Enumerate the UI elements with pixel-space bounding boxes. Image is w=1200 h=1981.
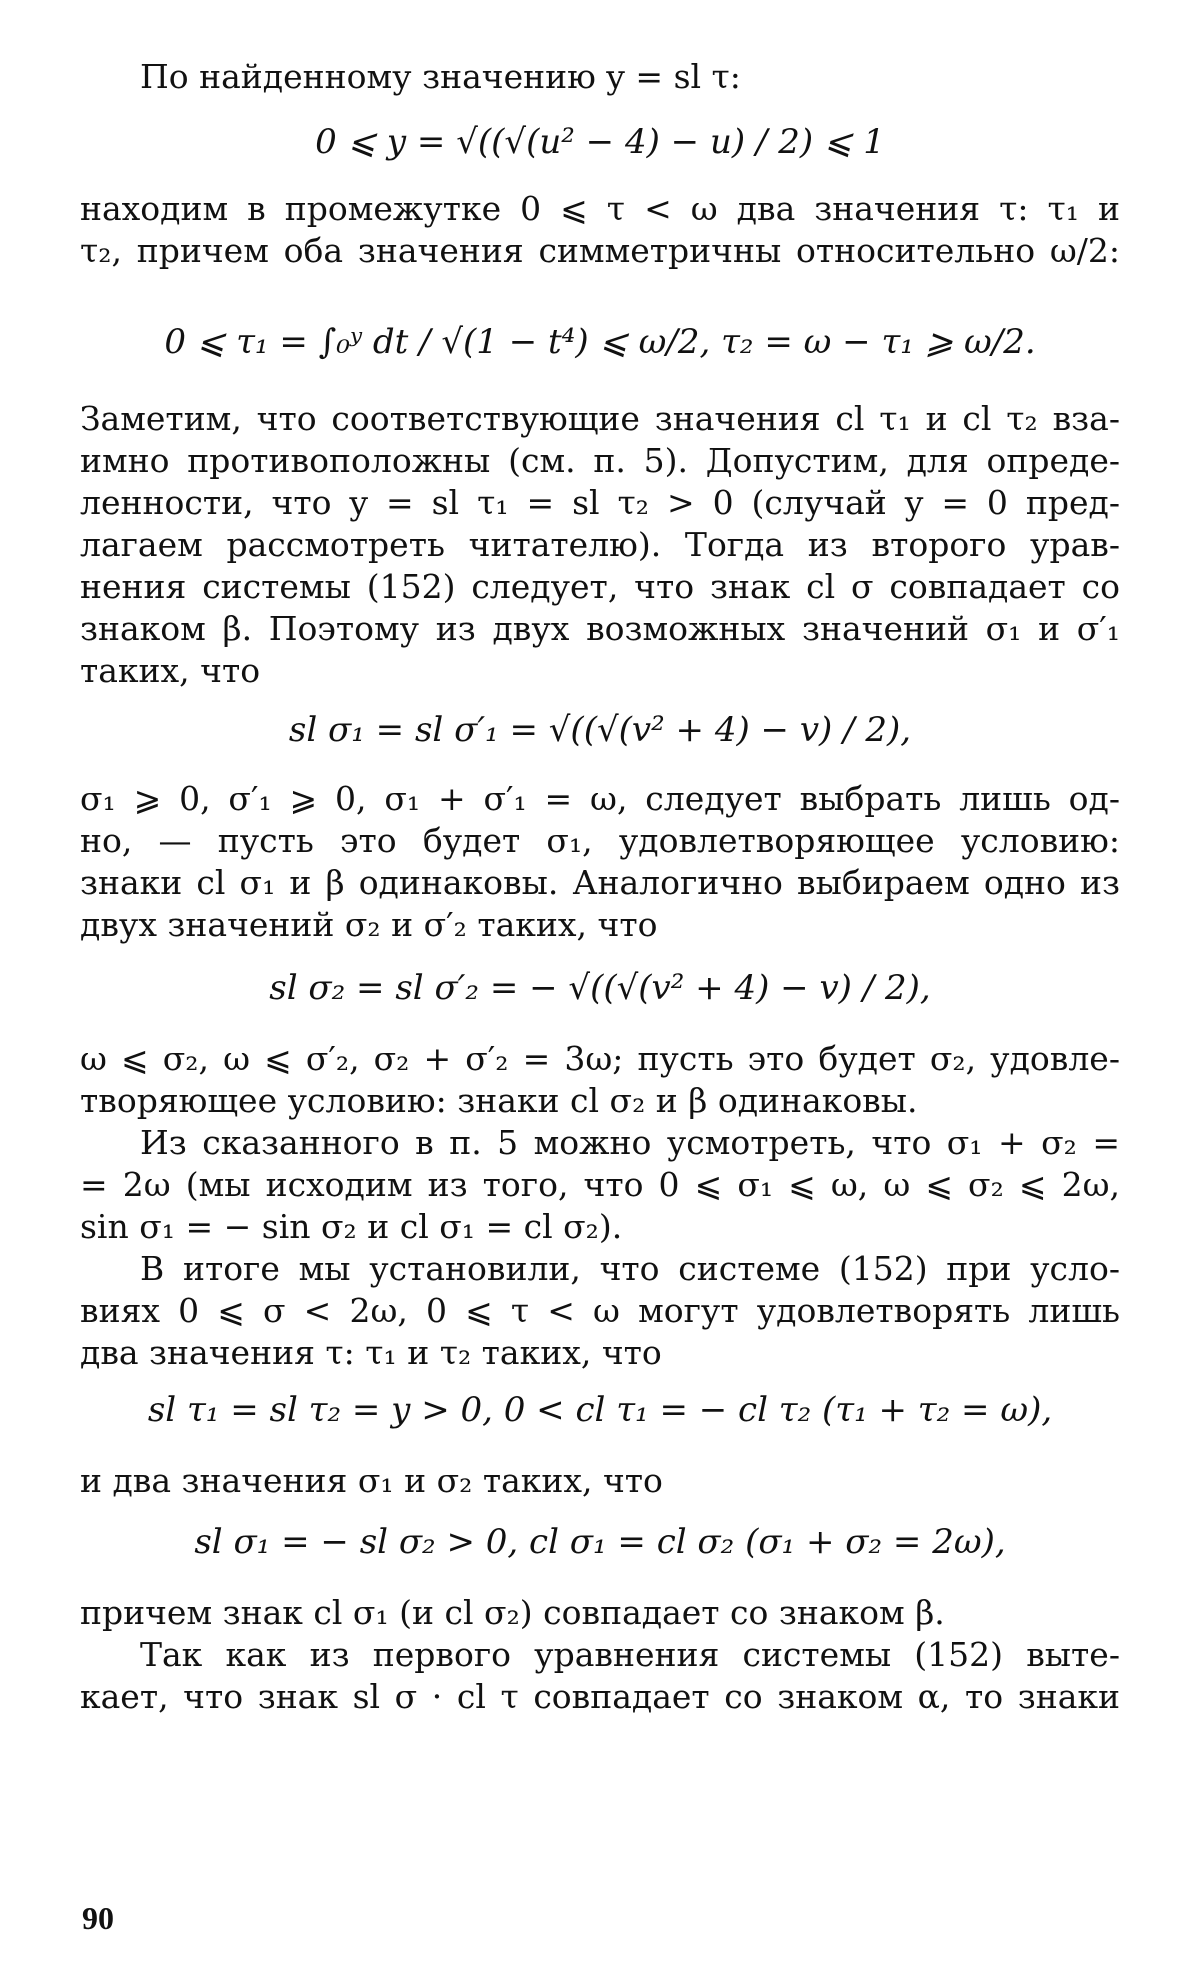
text-line: sin σ₁ = − sin σ₂ и cl σ₁ = cl σ₂).	[80, 1208, 623, 1246]
text-line: Из сказанного в п. 5 можно усмотреть, что σ₁ + σ₂ =	[140, 1124, 1120, 1162]
text-line: нения системы (152) следует, что знак cl σ совпадает со	[80, 568, 1120, 606]
page-number: 90	[82, 1900, 114, 1936]
text-line: В итоге мы установили, что системе (152) при усло-	[140, 1250, 1120, 1288]
text-line: но, — пусть это будет σ₁, удовлетворяющее условию:	[80, 822, 1120, 860]
text-line: виях 0 ⩽ σ < 2ω, 0 ⩽ τ < ω могут удовлетворять лишь	[80, 1292, 1120, 1330]
formula: sl σ₁ = − sl σ₂ > 0, cl σ₁ = cl σ₂ (σ₁ + σ₂ = 2ω),	[194, 1522, 1006, 1562]
text-line: причем знак cl σ₁ (и cl σ₂) совпадает со знаком β.	[80, 1594, 945, 1632]
formula: 0 ⩽ τ₁ = ∫₀ʸ dt / √(1 − t⁴) ⩽ ω/2, τ₂ = ω − τ₁ ⩾ ω/2.	[164, 322, 1036, 362]
formula: sl σ₁ = sl σ′₁ = √((√(v² + 4) − v) / 2),	[288, 710, 912, 750]
formula: sl σ₂ = sl σ′₂ = − √((√(v² + 4) − v) / 2),	[269, 968, 931, 1008]
text-line: τ₂, причем оба значения симметричны относительно ω/2:	[80, 232, 1120, 270]
text-line: творяющее условию: знаки cl σ₂ и β одинаковы.	[80, 1082, 918, 1120]
text-line: находим в промежутке 0 ⩽ τ < ω два значения τ: τ₁ и	[80, 190, 1120, 228]
text-line: таких, что	[80, 652, 261, 690]
text-line: знаком β. Поэтому из двух возможных значений σ₁ и σ′₁	[80, 610, 1120, 648]
formula: sl τ₁ = sl τ₂ = y > 0, 0 < cl τ₁ = − cl τ₂ (τ₁ + τ₂ = ω),	[147, 1390, 1053, 1430]
text-line: Заметим, что соответствующие значения cl τ₁ и cl τ₂ вза-	[80, 400, 1120, 438]
text-line: и два значения σ₁ и σ₂ таких, что	[80, 1462, 663, 1500]
text-line: Так как из первого уравнения системы (152) выте-	[140, 1636, 1120, 1674]
text-line: По найденному значению y = sl τ:	[140, 58, 741, 96]
text-line: ω ⩽ σ₂, ω ⩽ σ′₂, σ₂ + σ′₂ = 3ω; пусть это будет σ₂, удовле-	[80, 1040, 1120, 1078]
text-line: лагаем рассмотреть читателю). Тогда из второго урав-	[80, 526, 1120, 564]
text-line: ленности, что y = sl τ₁ = sl τ₂ > 0 (случай y = 0 пред-	[80, 484, 1120, 522]
text-line: знаки cl σ₁ и β одинаковы. Аналогично выбираем одно из	[80, 864, 1120, 902]
formula: 0 ⩽ y = √((√(u² − 4) − u) / 2) ⩽ 1	[315, 122, 885, 162]
text-line: двух значений σ₂ и σ′₂ таких, что	[80, 906, 658, 944]
text-line: σ₁ ⩾ 0, σ′₁ ⩾ 0, σ₁ + σ′₁ = ω, следует выбрать лишь од-	[80, 780, 1120, 818]
text-line: кает, что знак sl σ · cl τ совпадает со знаком α, то знаки	[80, 1678, 1120, 1716]
text-line: = 2ω (мы исходим из того, что 0 ⩽ σ₁ ⩽ ω, ω ⩽ σ₂ ⩽ 2ω,	[80, 1166, 1120, 1204]
text-line: имно противоположны (см. п. 5). Допустим, для опреде-	[80, 442, 1120, 480]
text-line: два значения τ: τ₁ и τ₂ таких, что	[80, 1334, 662, 1372]
